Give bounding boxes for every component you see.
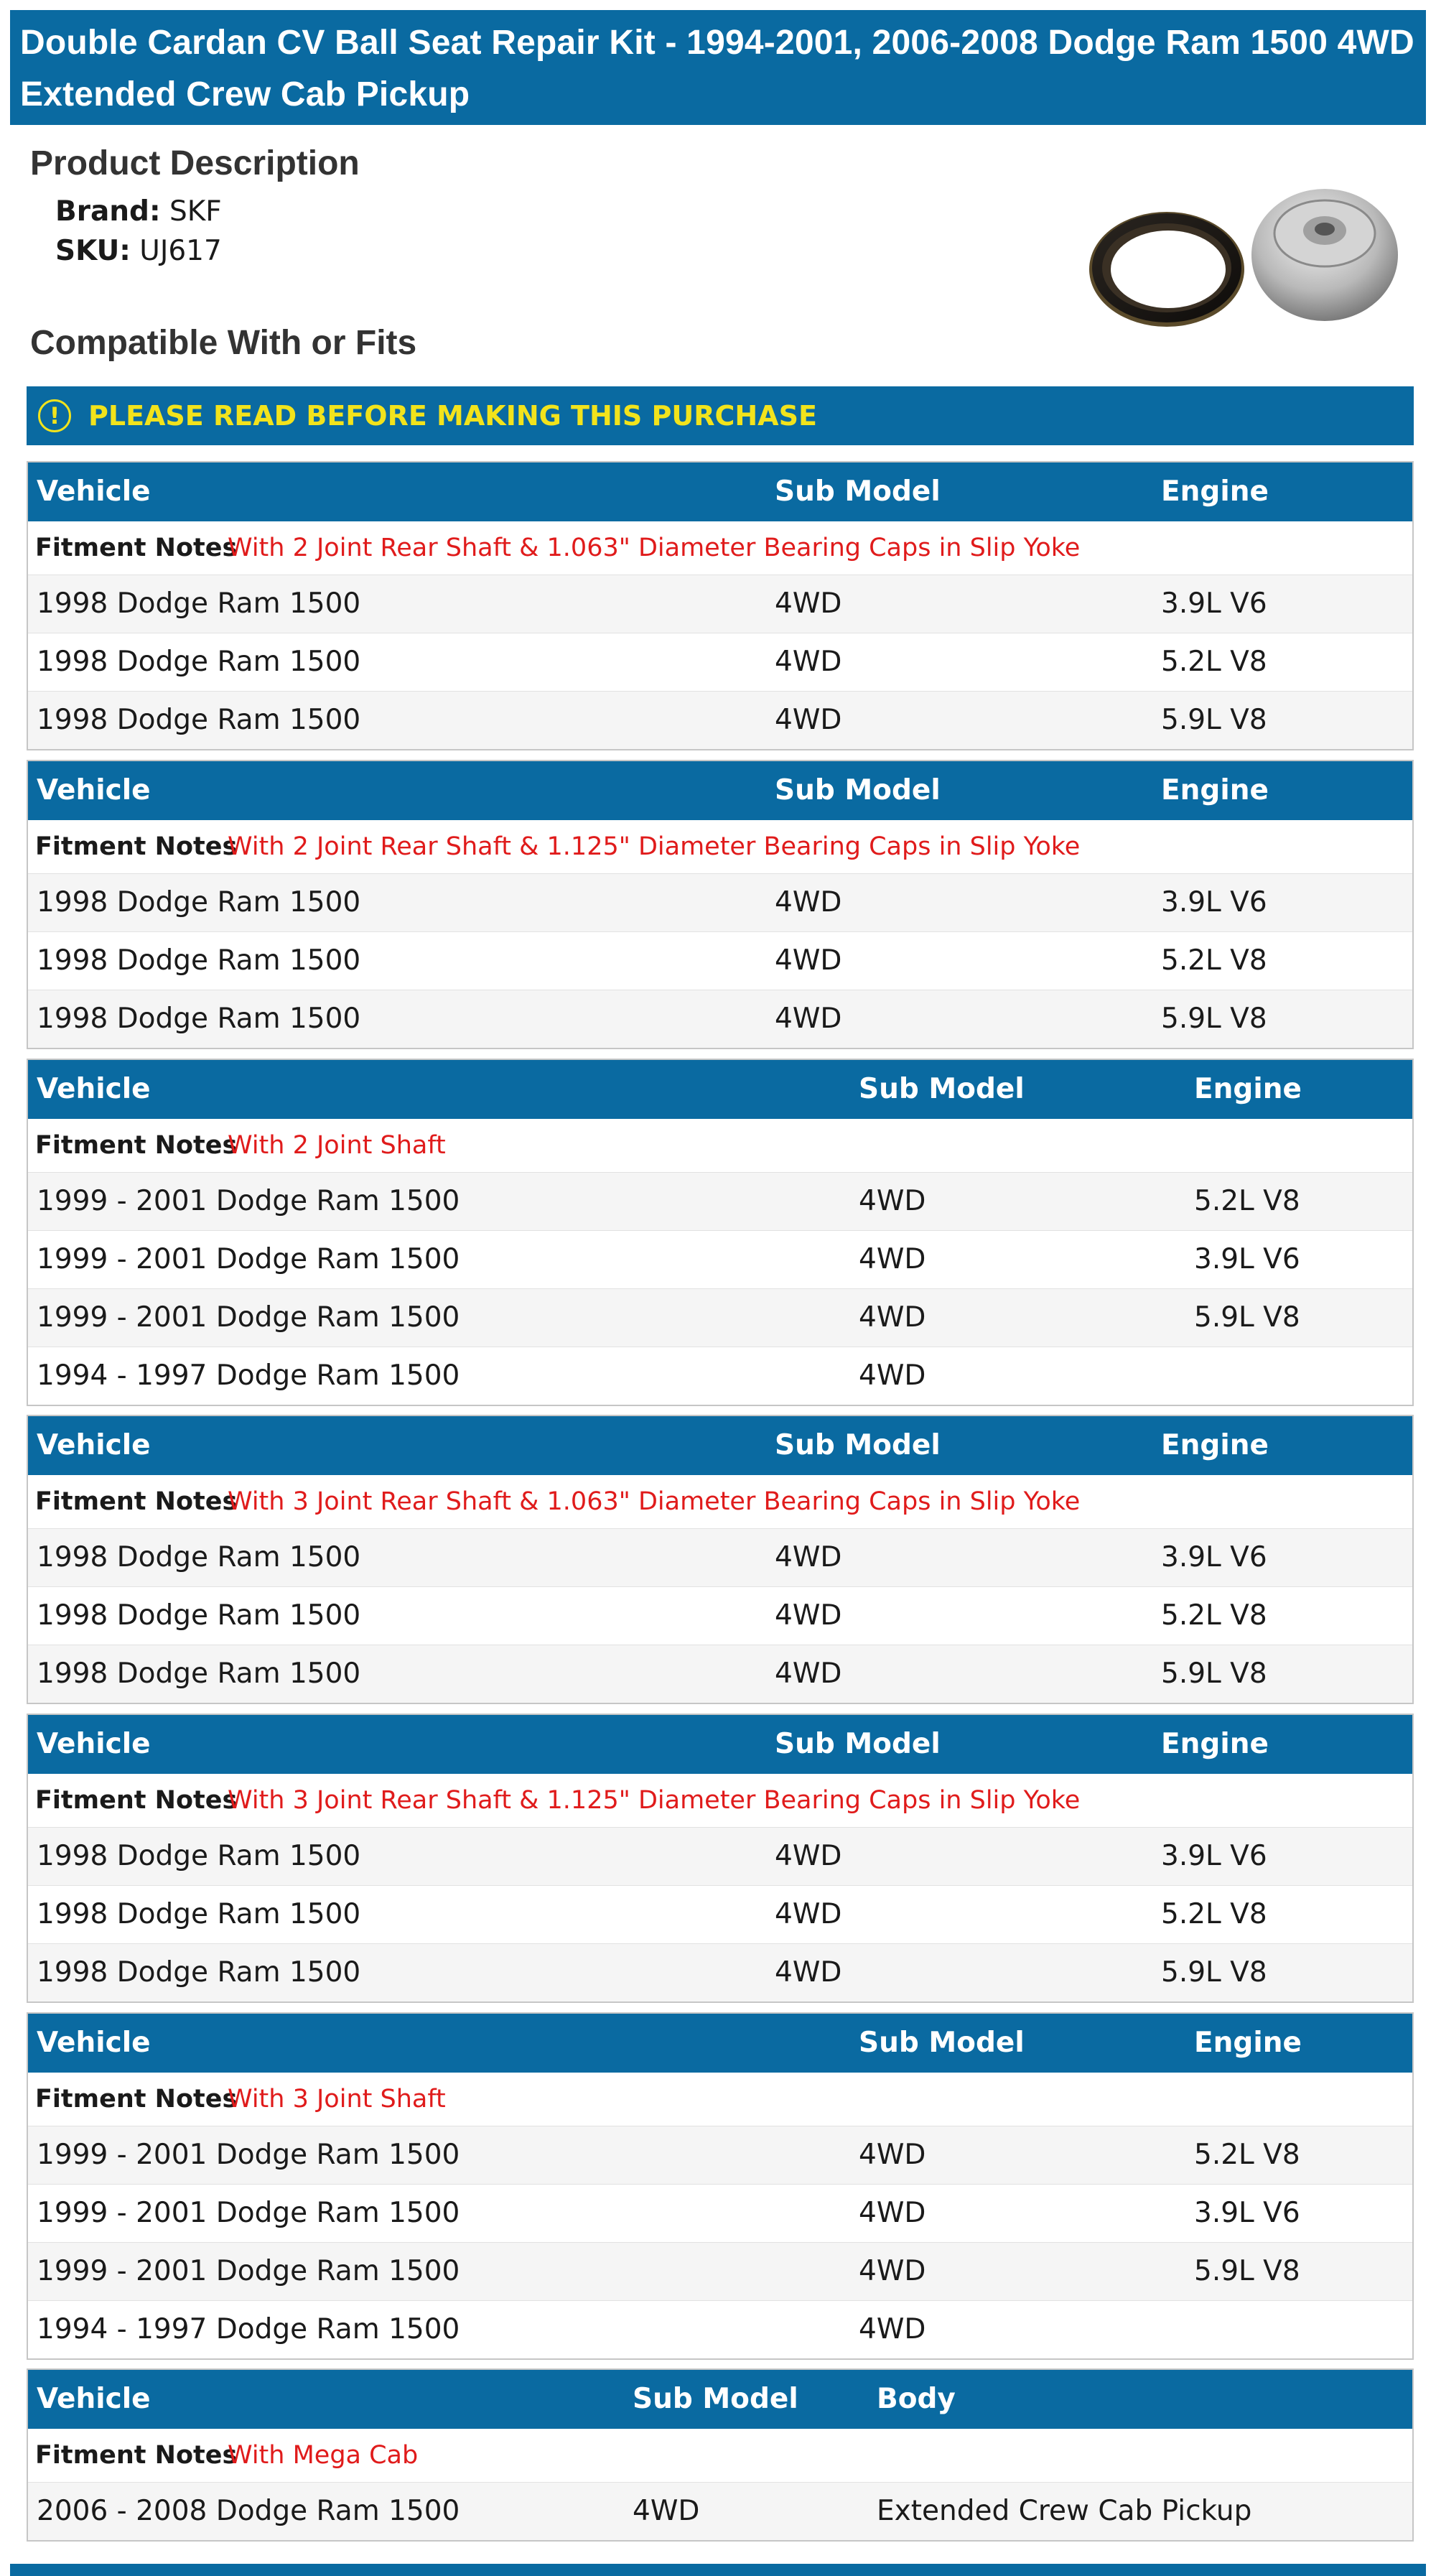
column-header: Vehicle (37, 475, 151, 508)
table-cell: 1994 - 1997 Dodge Ram 1500 (37, 2313, 460, 2345)
table-cell: 1998 Dodge Ram 1500 (37, 886, 361, 919)
sku-label: SKU: (55, 235, 131, 267)
fitment-table (27, 461, 1414, 750)
table-cell: 3.9L V6 (1161, 587, 1267, 620)
table-header (28, 761, 1412, 820)
table-row (28, 2483, 1412, 2540)
table-cell: 4WD (775, 944, 842, 977)
column-header: Sub Model (775, 475, 941, 508)
column-header: Engine (1194, 1073, 1302, 1105)
table-cell: 1998 Dodge Ram 1500 (37, 1956, 361, 1989)
fitment-notes-label: Fitment Notes (35, 1131, 238, 1160)
table-cell: 4WD (775, 1003, 842, 1035)
fitment-notes-row (28, 521, 1412, 575)
table-cell: 4WD (775, 1657, 842, 1690)
column-header: Vehicle (37, 774, 151, 806)
table-cell: 1998 Dodge Ram 1500 (37, 1003, 361, 1035)
sku-value: UJ617 (139, 235, 222, 267)
table-row (28, 874, 1412, 932)
table-cell: 1999 - 2001 Dodge Ram 1500 (37, 1243, 460, 1275)
fitment-notes-label: Fitment Notes (35, 534, 238, 562)
table-cell: 3.9L V6 (1161, 1541, 1267, 1573)
column-header: Vehicle (37, 2383, 151, 2415)
table-cell: 3.9L V6 (1161, 886, 1267, 919)
table-cell: 1999 - 2001 Dodge Ram 1500 (37, 2139, 460, 2171)
table-cell: 4WD (775, 886, 842, 919)
column-header: Sub Model (775, 1429, 941, 1461)
table-cell: 4WD (859, 1185, 926, 1217)
fitment-notes-value: With 2 Joint Rear Shaft & 1.063" Diameter Bearing Caps in Slip Yoke (228, 534, 1081, 562)
table-cell: 1998 Dodge Ram 1500 (37, 1657, 361, 1690)
table-row (28, 932, 1412, 990)
table-header (28, 462, 1412, 521)
table-cell: 5.9L V8 (1161, 1956, 1267, 1989)
table-row (28, 1347, 1412, 1405)
table-cell: 4WD (859, 2255, 926, 2287)
fitment-table (27, 1059, 1414, 1406)
column-header: Vehicle (37, 1073, 151, 1105)
fitment-notes-value: With Mega Cab (228, 2441, 419, 2470)
fitment-notes-label: Fitment Notes (35, 832, 238, 861)
table-cell: 1999 - 2001 Dodge Ram 1500 (37, 1301, 460, 1334)
fitment-notes-row (28, 1119, 1412, 1173)
fitment-table (27, 1714, 1414, 2003)
exclamation-circle-icon: ! (38, 399, 71, 432)
notice-banner (27, 386, 1414, 445)
table-cell: 4WD (775, 1541, 842, 1573)
table-cell: 2006 - 2008 Dodge Ram 1500 (37, 2495, 460, 2527)
column-header: Vehicle (37, 1728, 151, 1760)
table-cell: 4WD (633, 2495, 700, 2527)
fitment-table (27, 760, 1414, 1049)
table-cell: 5.9L V8 (1161, 704, 1267, 736)
fitment-notes-value: With 3 Joint Rear Shaft & 1.063" Diameter Bearing Caps in Slip Yoke (228, 1487, 1081, 1516)
column-header: Vehicle (37, 2027, 151, 2059)
fitment-notes-row (28, 2073, 1412, 2126)
column-header: Engine (1161, 774, 1269, 806)
fitment-notes-row (28, 820, 1412, 874)
fitment-table (27, 2012, 1414, 2360)
table-header (28, 2370, 1412, 2429)
product-image (1055, 162, 1414, 341)
table-cell: 1998 Dodge Ram 1500 (37, 1840, 361, 1872)
table-row (28, 692, 1412, 749)
brand-value: SKF (169, 195, 222, 228)
table-row (28, 1645, 1412, 1703)
table-row (28, 1828, 1412, 1886)
fitment-table (27, 2368, 1414, 2542)
table-row (28, 1529, 1412, 1587)
column-header: Engine (1161, 1728, 1269, 1760)
table-header (28, 1416, 1412, 1475)
table-header (28, 2014, 1412, 2073)
fitment-notes-value: With 2 Joint Shaft (228, 1131, 446, 1160)
table-row (28, 2301, 1412, 2358)
column-header: Sub Model (775, 774, 941, 806)
title-bar (10, 10, 1426, 125)
brand-line (55, 195, 222, 228)
fitment-notes-label: Fitment Notes (35, 1786, 238, 1815)
table-row (28, 2243, 1412, 2301)
table-cell: 4WD (859, 1359, 926, 1392)
column-header: Sub Model (775, 1728, 941, 1760)
fitment-notes-row (28, 1475, 1412, 1529)
sku-line (55, 235, 222, 267)
table-row (28, 633, 1412, 692)
table-cell: 1999 - 2001 Dodge Ram 1500 (37, 2255, 460, 2287)
table-cell: 4WD (775, 1840, 842, 1872)
table-cell: 4WD (859, 2197, 926, 2229)
fitment-notes-value: With 3 Joint Rear Shaft & 1.125" Diameter Bearing Caps in Slip Yoke (228, 1786, 1081, 1815)
table-row (28, 1944, 1412, 2001)
table-cell: 5.9L V8 (1194, 2255, 1300, 2287)
table-cell: 1998 Dodge Ram 1500 (37, 1541, 361, 1573)
table-header (28, 1715, 1412, 1774)
table-cell: 1999 - 2001 Dodge Ram 1500 (37, 2197, 460, 2229)
table-cell: 4WD (859, 1243, 926, 1275)
table-cell: 5.9L V8 (1194, 1301, 1300, 1334)
table-cell: 1999 - 2001 Dodge Ram 1500 (37, 1185, 460, 1217)
table-cell: 4WD (775, 1898, 842, 1930)
table-cell: 4WD (775, 1956, 842, 1989)
table-cell: 5.2L V8 (1194, 1185, 1300, 1217)
table-cell: 1998 Dodge Ram 1500 (37, 587, 361, 620)
table-cell: 1998 Dodge Ram 1500 (37, 1599, 361, 1632)
table-cell: 3.9L V6 (1161, 1840, 1267, 1872)
page-title-line-1: Double Cardan CV Ball Seat Repair Kit - 1994-2001, 2006-2008 Dodge Ram 1500 4WD (20, 24, 1414, 62)
table-cell: 4WD (775, 704, 842, 736)
fitment-table (27, 1415, 1414, 1704)
table-cell: 5.2L V8 (1161, 646, 1267, 678)
table-row (28, 575, 1412, 633)
column-header: Vehicle (37, 1429, 151, 1461)
table-cell: 4WD (775, 646, 842, 678)
product-description-heading: Product Description (30, 144, 360, 182)
table-cell: 1998 Dodge Ram 1500 (37, 704, 361, 736)
table-cell: 5.9L V8 (1161, 1003, 1267, 1035)
table-cell: 4WD (775, 587, 842, 620)
table-row (28, 1231, 1412, 1289)
compatible-heading: Compatible With or Fits (30, 324, 417, 362)
fitment-notes-value: With 2 Joint Rear Shaft & 1.125" Diameter Bearing Caps in Slip Yoke (228, 832, 1081, 861)
column-header: Engine (1161, 475, 1269, 508)
table-row (28, 990, 1412, 1048)
table-cell: 4WD (859, 2139, 926, 2171)
table-cell: 5.9L V8 (1161, 1657, 1267, 1690)
column-header: Sub Model (633, 2383, 798, 2415)
fitment-notes-label: Fitment Notes (35, 1487, 238, 1516)
table-cell: 3.9L V6 (1194, 1243, 1300, 1275)
fitment-notes-row (28, 2429, 1412, 2483)
page-title-line-2: Extended Crew Cab Pickup (20, 75, 470, 113)
table-cell: 1998 Dodge Ram 1500 (37, 646, 361, 678)
notice-text: PLEASE READ BEFORE MAKING THIS PURCHASE (88, 400, 817, 432)
fitment-notes-row (28, 1774, 1412, 1828)
table-cell: 5.2L V8 (1161, 944, 1267, 977)
table-cell: 1994 - 1997 Dodge Ram 1500 (37, 1359, 460, 1392)
table-row (28, 2126, 1412, 2185)
table-row (28, 1886, 1412, 1944)
bottom-bar (10, 2564, 1426, 2576)
column-header: Engine (1194, 2027, 1302, 2059)
table-cell: 5.2L V8 (1161, 1898, 1267, 1930)
column-header: Sub Model (859, 2027, 1025, 2059)
fitment-notes-label: Fitment Notes (35, 2441, 238, 2470)
fitment-notes-value: With 3 Joint Shaft (228, 2085, 446, 2114)
table-row (28, 1587, 1412, 1645)
table-row (28, 1289, 1412, 1347)
table-row (28, 2185, 1412, 2243)
table-cell: 5.2L V8 (1194, 2139, 1300, 2171)
table-cell: 5.2L V8 (1161, 1599, 1267, 1632)
table-cell: 1998 Dodge Ram 1500 (37, 1898, 361, 1930)
table-cell: 4WD (859, 2313, 926, 2345)
table-cell: Extended Crew Cab Pickup (877, 2495, 1252, 2527)
table-cell: 1998 Dodge Ram 1500 (37, 944, 361, 977)
table-header (28, 1060, 1412, 1119)
table-cell: 4WD (859, 1301, 926, 1334)
column-header: Body (877, 2383, 956, 2415)
table-cell: 3.9L V6 (1194, 2197, 1300, 2229)
column-header: Engine (1161, 1429, 1269, 1461)
brand-label: Brand: (55, 195, 161, 228)
table-cell: 4WD (775, 1599, 842, 1632)
fitment-notes-label: Fitment Notes (35, 2085, 238, 2114)
table-row (28, 1173, 1412, 1231)
column-header: Sub Model (859, 1073, 1025, 1105)
